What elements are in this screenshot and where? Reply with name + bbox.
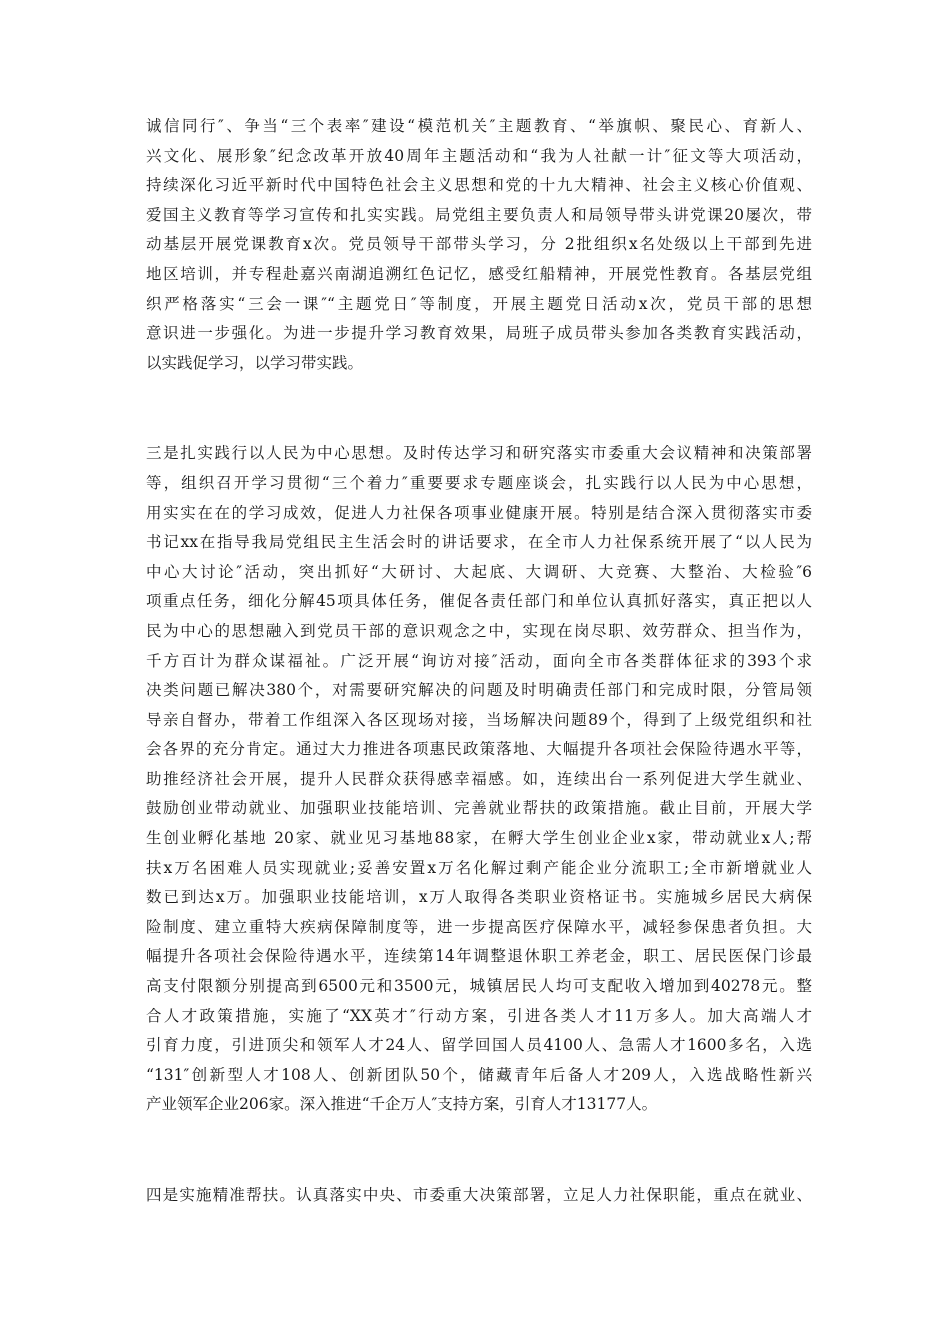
text-line: 引育力度，引进顶尖和领军人才24人、留学回国人员4100人、急需人才1600多名，入选 [146, 1036, 812, 1055]
text-line: 爱国主义教育等学习宣传和扎实实践。局党组主要负责人和局领导带头讲党课20屡次，带 [146, 205, 812, 224]
text-line: 意识进一步强化。为进一步提升学习教育效果，局班子成员带头参加各类教育实践活动， [146, 324, 812, 343]
text-line: “131″创新型人才108人、创新团队50个，储藏青年后备人才209人，入选战略性新兴 [146, 1065, 812, 1084]
text-line: 动基层开展党课教育x次。党员领导干部带头学习，分 2批组织x名处级以上干部到先进 [146, 235, 812, 254]
text-line: 决类问题已解决380个，对需要研究解决的问题及时明确责任部门和完成时限，分管局领 [146, 681, 812, 700]
text-line: 项重点任务，细化分解45项具体任务，催促各责任部门和单位认真抓好落实，真正把以人 [146, 592, 812, 611]
text-line: 高支付限额分别提高到6500元和3500元，城镇居民人均可支配收入增加到40278元。整 [146, 977, 812, 996]
text-line: 书记xx在指导我局党组民主生活会时的讲话要求，在全市人力社保系统开展了“以人民为 [146, 533, 812, 552]
text-line: 持续深化习近平新时代中国特色社会主义思想和党的十九大精神、社会主义核心价值观、 [146, 176, 812, 195]
text-line: 三是扎实践行以人民为中心思想。及时传达学习和研究落实市委重大会议精神和决策部署 [146, 444, 812, 463]
text-line: 扶x万名困难人员实现就业;妥善安置x万名化解过剩产能企业分流职工;全市新增就业人 [146, 858, 812, 877]
text-line: 导亲自督办，带着工作组深入各区现场对接，当场解决问题89个，得到了上级党组织和社 [146, 710, 812, 729]
text-line: 民为中心的思想融入到党员干部的意识观念之中，实现在岗尽职、效劳群众、担当作为， [146, 621, 812, 640]
text-line: 幅提升各项社会保险待遇水平，连续第14年调整退休职工养老金，职工、居民医保门诊最 [146, 947, 812, 966]
text-line: 诚信同行″、争当“三个表率″建设“模范机关″主题教育、“举旗帜、聚民心、育新人、 [146, 117, 812, 135]
text-line: 用实实在在的学习成效，促进人力社保各项事业健康开展。特别是结合深入贯彻落实市委 [146, 503, 812, 522]
text-line: 等，组织召开学习贯彻“三个着力″重要要求专题座谈会，扎实践行以人民为中心思想， [146, 473, 812, 492]
text-line: 以实践促学习，以学习带实践。 [146, 353, 364, 372]
text-line: 助推经济社会开展，提升人民群众获得感幸福感。如，连续出台一系列促进大学生就业、 [146, 769, 812, 788]
text-line: 四是实施精准帮扶。认真落实中央、市委重大决策部署，立足人力社保职能，重点在就业、 [146, 1186, 812, 1204]
paragraph-gap [146, 1120, 812, 1181]
text-line: 生创业孵化基地 20家、就业见习基地88家，在孵大学生创业企业x家，带动就业x人;帮 [146, 829, 812, 848]
text-line: 险制度、建立重特大疾病保障制度等，进一步提高医疗保障水平，减轻参保患者负担。大 [146, 917, 812, 936]
paragraph-people-centered [146, 439, 812, 1120]
document-page [146, 112, 812, 1211]
text-line: 千方百计为群众谋福祉。广泛开展“询访对接″活动，面向全市各类群体征求的393个求 [146, 651, 812, 670]
text-line: 鼓励创业带动就业、加强职业技能培训、完善就业帮扶的政策措施。截止目前，开展大学 [146, 799, 812, 818]
text-line: 会各界的充分肯定。通过大力推进各项惠民政策落地、大幅提升各项社会保险待遇水平等， [146, 740, 812, 759]
text-line: 中心大讨论″活动，突出抓好“大研讨、大起底、大调研、大竞赛、大整治、大检验″6 [146, 562, 812, 581]
paragraph-study-education [146, 112, 812, 378]
text-line: 产业领军企业206家。深入推进“千企万人″支持方案，引育人才13177人。 [146, 1095, 658, 1114]
text-line: 地区培训，并专程赴嘉兴南湖追溯红色记忆，感受红船精神，开展党性教育。各基层党组 [146, 264, 812, 283]
text-line: 数已到达x万。加强职业技能培训，x万人取得各类职业资格证书。实施城乡居民大病保 [146, 888, 812, 907]
paragraph-gap [146, 378, 812, 439]
text-line: 织严格落实“三会一课″“主题党日″等制度，开展主题党日活动x次，党员干部的思想 [146, 294, 812, 313]
text-line: 兴文化、展形象″纪念改革开放40周年主题活动和“我为人社献一计″征文等大项活动， [146, 146, 812, 165]
paragraph-precise-assistance [146, 1181, 812, 1211]
text-line: 合人才政策措施，实施了“XX英才″行动方案，引进各类人才11万多人。加大高端人才 [146, 1006, 812, 1025]
